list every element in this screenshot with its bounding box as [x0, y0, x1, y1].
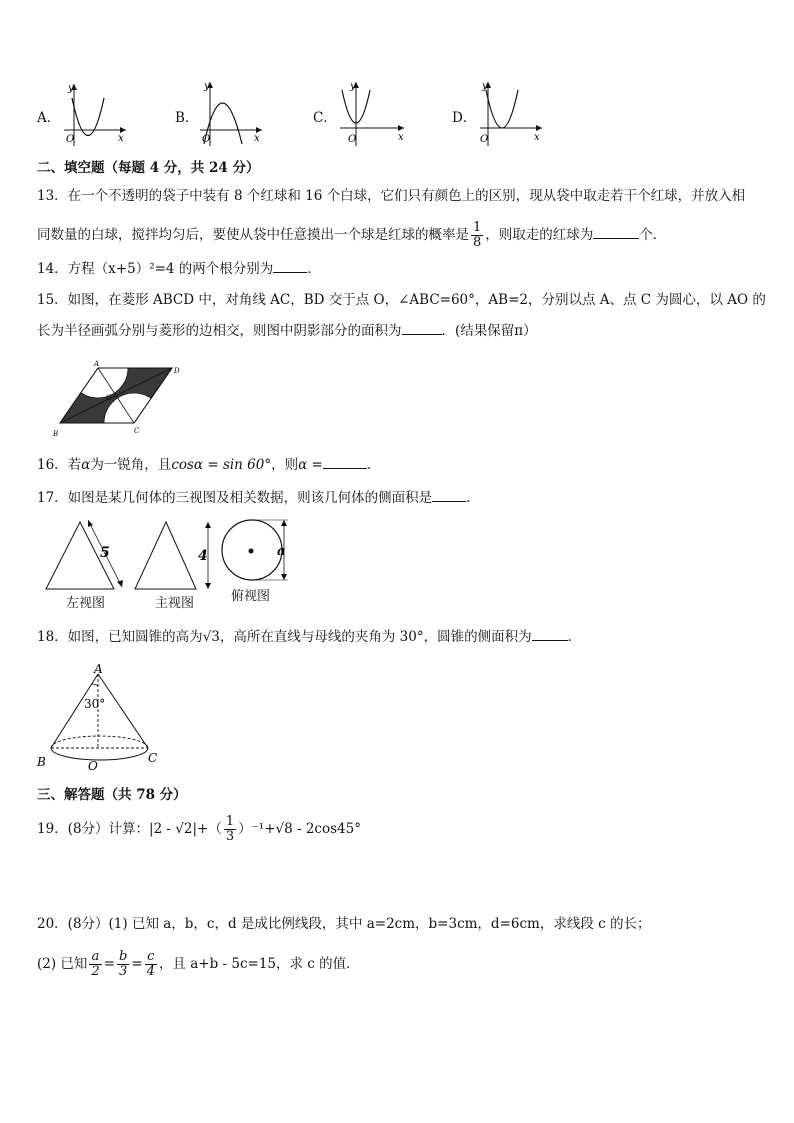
q14-text-a: 14．方程（x+5）²=4 的两个根分别为: [37, 261, 274, 277]
q17-text-a: 17．如图是某几何体的三视图及相关数据，则该几何体的侧面积是: [37, 490, 433, 506]
q18-text-c: ．: [567, 629, 582, 645]
graph-b-o: O: [202, 134, 211, 145]
option-b-label: B．: [175, 110, 199, 126]
option-a-label: A．: [37, 110, 61, 126]
top-view-caption: 俯视图: [231, 589, 271, 604]
top-view-diameter-a: a: [277, 544, 286, 559]
cone-label-b: B: [37, 755, 46, 769]
q13-frac-num: 1: [473, 220, 482, 235]
q16-alpha: α: [81, 457, 91, 473]
q20-f1-den: 2: [91, 964, 100, 979]
graph-b-y: y: [204, 81, 210, 92]
graph-a: [60, 78, 130, 150]
q20-f3-num: c: [145, 950, 157, 965]
rhombus-label-b: B: [53, 430, 59, 438]
q20-line2: [37, 950, 360, 979]
cone-label-a: A: [94, 662, 103, 676]
q13-frac-den: 8: [473, 235, 482, 250]
q20-eq1: =: [103, 956, 116, 972]
section-2-title: 二、填空题（每题 4 分，共 24 分）: [37, 160, 260, 176]
q13-text-c: 个．: [639, 227, 667, 243]
q13-line2: [37, 221, 666, 250]
front-view-caption: 主视图: [155, 596, 195, 611]
q20-f1-num: a: [89, 950, 101, 965]
q18-text-b: ，高所在直线与母线的夹角为 30°，圆锥的侧面积为: [219, 629, 532, 645]
option-c-label: C．: [313, 110, 337, 126]
q16-text-c: ，则: [271, 457, 299, 473]
rhombus-label-a: A: [94, 360, 100, 368]
q18-sqrt: √3: [202, 629, 220, 645]
graph-d-o: O: [480, 134, 489, 145]
section-3-title: 三、解答题（共 78 分）: [37, 787, 187, 803]
q18-line: [37, 627, 581, 647]
q14-text-b: ．: [307, 261, 321, 277]
graph-a-x: x: [118, 133, 124, 144]
q17-text-b: ．: [466, 490, 480, 506]
q15-line2: [37, 321, 537, 341]
q19-fraction: [224, 815, 236, 844]
q16-text-b: 为一锐角，且: [90, 457, 172, 473]
graph-c-o: O: [348, 134, 357, 145]
q13-answer-blank[interactable]: [593, 225, 639, 239]
q19-frac-den: 3: [225, 829, 235, 844]
q16-answer-blank[interactable]: [323, 455, 367, 469]
q20-f2-den: 3: [119, 964, 128, 979]
graph-a-o: O: [66, 134, 75, 145]
q18-answer-blank[interactable]: [532, 627, 568, 641]
q15-text-a: 长为半径画弧分别与菱形的边相交，则图中阴影部分的面积为: [37, 323, 402, 339]
q20-fraction-b: [117, 950, 129, 979]
q20-eq2: =: [131, 956, 143, 972]
q16-text-a: 16．若: [37, 457, 82, 473]
left-view-caption: 左视图: [66, 596, 106, 611]
graph-c-y: y: [350, 81, 356, 92]
graph-c: [336, 76, 408, 150]
q20-fraction-a: [89, 950, 101, 979]
q14-answer-blank[interactable]: [273, 259, 307, 273]
q16-text-e: ．: [366, 457, 381, 473]
q19-line: [37, 815, 361, 844]
rhombus-figure: [50, 360, 186, 440]
q13-line1: 13．在一个不透明的袋子中装有 8 个红球和 16 个白球，它们只有颜色上的区别，现从袋中取走若干个红球，并放入相: [37, 188, 746, 204]
rhombus-label-o: O: [106, 394, 112, 402]
q19-text-a: 19．(8分）计算：|2 - √2|+（: [37, 821, 222, 837]
front-view-height-4: 4: [198, 548, 208, 564]
graph-b-x: x: [254, 133, 260, 144]
q19-text-b: ）⁻¹+√8 - 2cos45°: [238, 821, 361, 837]
graph-c-x: x: [398, 132, 404, 143]
q20-line1: 20．(8分）(1) 已知 a，b，c，d 是成比例线段，其中 a=2cm，b=3cm，d=6cm，求线段 c 的长；: [37, 916, 651, 932]
cone-label-c: C: [148, 751, 158, 765]
q16-line: [37, 455, 380, 475]
cone-figure: [34, 660, 174, 776]
q20-f3-den: 4: [146, 964, 155, 979]
q16-expression: cosα = sin 60°: [171, 457, 272, 473]
q16-alpha-eq: α =: [298, 457, 323, 473]
graph-d-y: y: [482, 81, 488, 92]
graph-a-y: y: [68, 83, 74, 94]
q18-text-a: 18．如图，已知圆锥的高为: [37, 629, 203, 645]
q20-text-b: ，且 a+b - 5c=15，求 c 的值．: [158, 956, 360, 972]
q13-fraction: [471, 221, 483, 250]
graph-d: [476, 76, 548, 150]
rhombus-label-d: D: [174, 367, 180, 375]
left-view-length-5: 5: [100, 545, 110, 561]
q20-f2-num: b: [119, 949, 128, 964]
rhombus-label-c: C: [134, 427, 140, 435]
q14-line: [37, 259, 321, 279]
q20-text-a: (2) 已知: [37, 956, 88, 972]
graph-b: [196, 76, 268, 150]
q20-fraction-c: [145, 950, 157, 979]
cone-label-o: O: [88, 759, 98, 773]
q17-answer-blank[interactable]: [432, 488, 466, 502]
q15-answer-blank[interactable]: [402, 321, 442, 335]
q15-line1: 15．如图，在菱形 ABCD 中，对角线 AC，BD 交于点 O，∠ABC=60°，AB=2，分别以点 A、点 C 为圆心，以 AO 的: [37, 292, 766, 308]
graph-d-x: x: [534, 132, 540, 143]
cone-angle-label: 30°: [84, 697, 106, 711]
q13-text-b: ，则取走的红球为: [485, 227, 594, 243]
q15-text-b: ．(结果保留π）: [441, 323, 537, 339]
option-d-label: D．: [452, 110, 477, 126]
q13-text-a: 同数量的白球，搅拌均匀后，要使从袋中任意摸出一个球是红球的概率是: [37, 227, 469, 243]
q19-frac-num: 1: [225, 814, 235, 829]
q17-line: [37, 488, 480, 508]
